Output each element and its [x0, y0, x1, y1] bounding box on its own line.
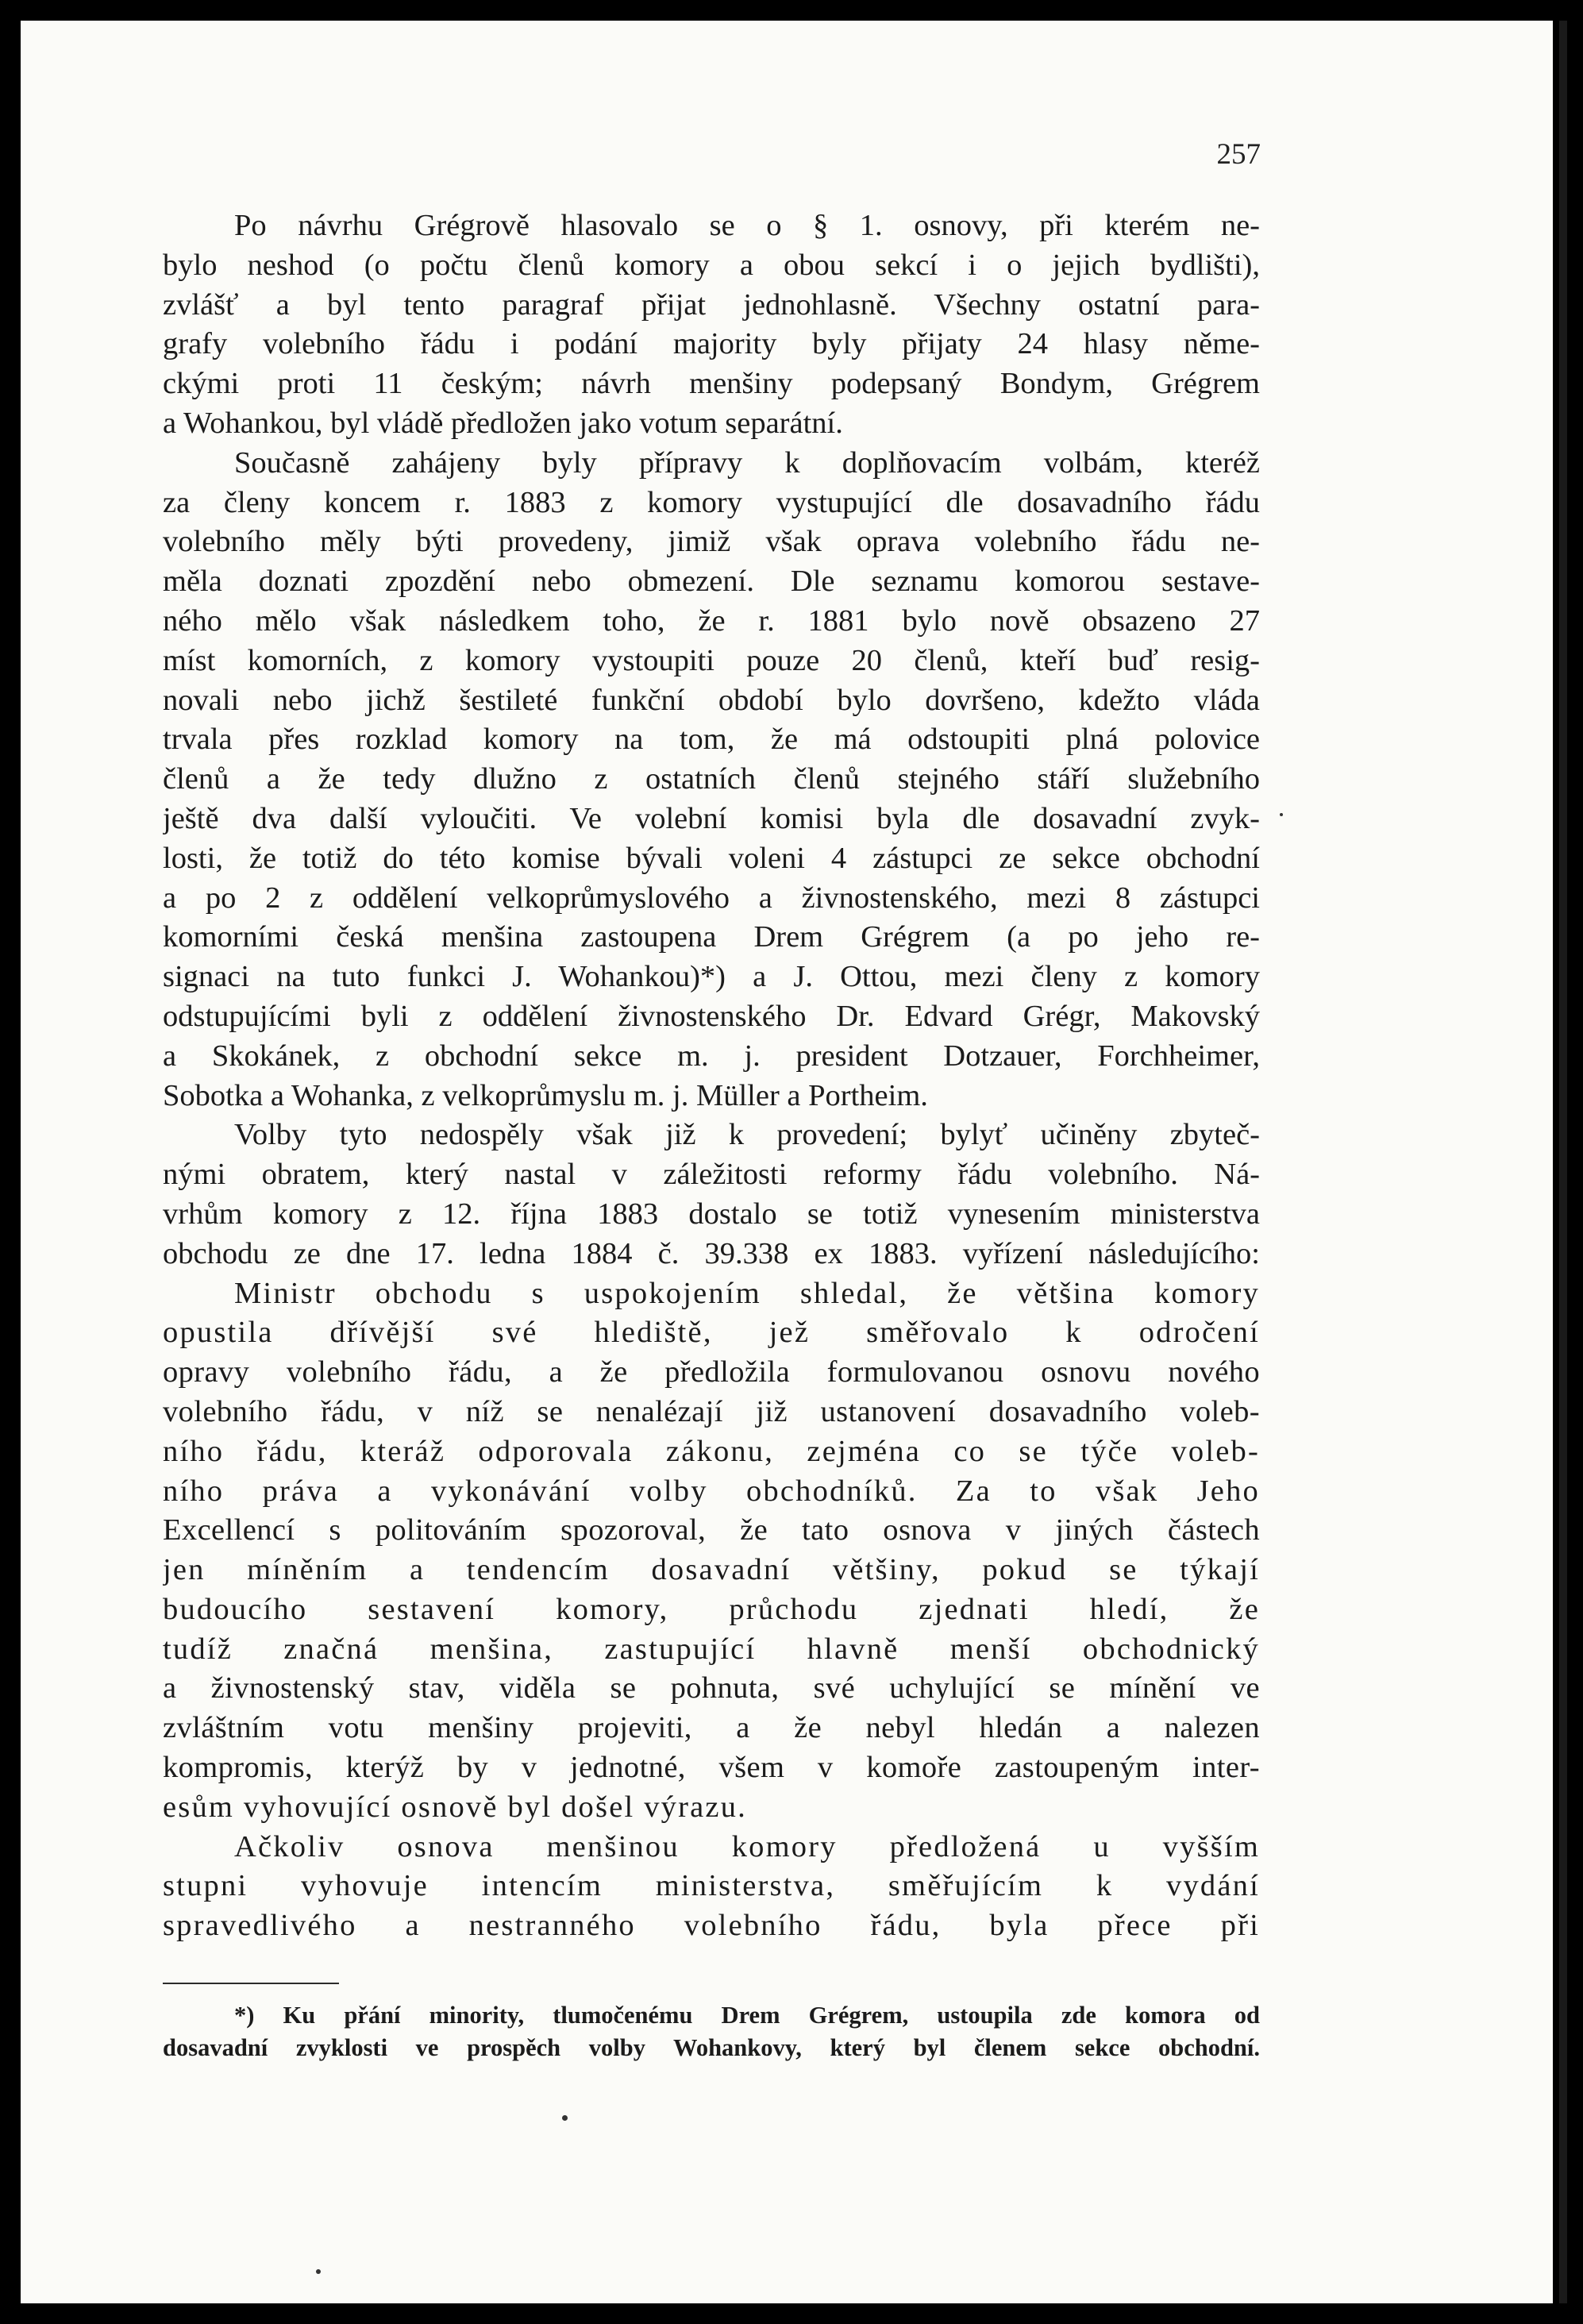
text-line: Ministr obchodu s uspokojením shledal, že většina komory [234, 1276, 1260, 1310]
text-line: za členy koncem r. 1883 z komory vystupující dle dosavadního řádu [163, 485, 1260, 519]
text-line: zvláštním votu menšiny projeviti, a že nebyl hledán a nalezen [163, 1711, 1260, 1745]
scan-speck [316, 2269, 321, 2274]
footnote [163, 1999, 1260, 2064]
text-line: ního řádu, kteráž odporovala zákonu, zejména co se týče voleb- [163, 1434, 1260, 1468]
text-line: novali nebo jichž šestileté funkční období bylo dovršeno, kdežto vláda [163, 683, 1260, 717]
text-line: Sobotka a Wohanka, z velkoprůmyslu m. j. Müller a Portheim. [163, 1078, 928, 1112]
text-line: Po návrhu Grégrově hlasovalo se o § 1. osnovy, při kterém ne- [234, 209, 1260, 242]
text-line: tudíž značná menšina, zastupující hlavně menší obchodnický [163, 1632, 1260, 1666]
text-line: spravedlivého a nestranného volebního řádu, byla přece při [163, 1909, 1260, 1943]
text-line: a po 2 z oddělení velkoprůmyslového a živnostenského, mezi 8 zástupci [163, 881, 1260, 915]
text-line: členů a že tedy dlužno z ostatních členů stejného stáří služebního [163, 762, 1260, 796]
text-line: volebního řádu, v níž se nenalézají již ustanovení dosavadního voleb- [163, 1394, 1260, 1428]
paragraph-3 [163, 1116, 1260, 1274]
text-line: míst komorních, z komory vystoupiti pouze 20 členů, kteří buď resig- [163, 643, 1260, 677]
text-line: opustila dřívější své hlediště, jež směřovalo k odročení [163, 1316, 1260, 1350]
text-line: Excellencí s politováním spozoroval, že tato osnova v jiných částech [163, 1513, 1260, 1547]
footnote-line: *) Ku přání minority, tlumočenému Drem Grégrem, ustoupila zde komora od [234, 2002, 1260, 2029]
text-line: trvala přes rozklad komory na tom, že má odstoupiti plná polovice [163, 723, 1260, 757]
paragraph-5 [163, 1828, 1260, 1946]
text-line: Současně zahájeny byly přípravy k doplňovacím volbám, kteréž [234, 445, 1260, 480]
text-line: bylo neshod (o počtu členů komory a obou sekcí i o jejich bydlišti), [163, 248, 1260, 282]
text-line: a Skokánek, z obchodní sekce m. j. president Dotzauer, Forchheimer, [163, 1039, 1260, 1073]
text-line: komorními česká menšina zastoupena Drem Grégrem (a po jeho re- [163, 920, 1260, 954]
text-line: zvlášť a byl tento paragraf přijat jednohlasně. Všechny ostatní para- [163, 287, 1260, 322]
text-line: Ačkoliv osnova menšinou komory předložená u vyšším [234, 1829, 1260, 1863]
scan-speck [1280, 813, 1283, 816]
text-line: signaci na tuto funkci J. Wohankou)*) a J. Ottou, mezi členy z komory [163, 960, 1260, 994]
text-line: a živnostenský stav, viděla se pohnuta, své uchylující se mínění ve [163, 1671, 1260, 1705]
text-line: ního práva a vykonávání volby obchodníků. Za to však Jeho [163, 1474, 1260, 1508]
text-line: losti, že totiž do této komise bývali voleni 4 zástupci ze sekce obchodní [163, 841, 1260, 875]
paragraph-1 [163, 206, 1260, 444]
text-line: volebního měly býti provedeny, jimiž však oprava volebního řádu ne- [163, 525, 1260, 559]
text-line: budoucího sestavení komory, průchodu zjednati hledí, že [163, 1592, 1260, 1626]
text-line: kompromis, kterýž by v jednotné, všem v komoře zastoupeným inter- [163, 1751, 1260, 1785]
text-line: esům vyhovující osnově byl došel výrazu. [163, 1790, 747, 1824]
text-line: obchodu ze dne 17. ledna 1884 č. 39.338 ex 1883. vyřízení následujícího: [163, 1236, 1260, 1270]
text-line: ckými proti 11 českým; návrh menšiny podepsaný Bondym, Grégrem [163, 367, 1260, 401]
text-line: měla doznati zpozdění nebo obmezení. Dle seznamu komorou sestave- [163, 565, 1260, 599]
footnote-divider [163, 1983, 339, 1984]
text-line: stupni vyhovuje intencím ministerstva, směřujícím k vydání [163, 1869, 1260, 1903]
text-line: nými obratem, který nastal v záležitosti reformy řádu volebního. Ná- [163, 1158, 1260, 1192]
page-number: 257 [1216, 138, 1261, 171]
scan-speck [562, 2115, 568, 2121]
text-line: odstupujícími byli z oddělení živnostenského Dr. Edvard Grégr, Makovský [163, 999, 1260, 1033]
footnote-line: dosavadní zvyklosti ve prospěch volby Wohankovy, který byl členem sekce obchodní. [163, 2034, 1260, 2061]
text-line: ného mělo však následkem toho, že r. 1881 bylo nově obsazeno 27 [163, 603, 1260, 638]
text-line: vrhům komory z 12. října 1883 dostalo se totiž vynesením ministerstva [163, 1197, 1260, 1231]
text-line: a Wohankou, byl vládě předložen jako votum separátní. [163, 406, 843, 440]
text-line: opravy volebního řádu, a že předložila formulovanou osnovu nového [163, 1355, 1260, 1389]
text-line: grafy volebního řádu i podání majority byly přijaty 24 hlasy něme- [163, 327, 1260, 361]
text-line: Volby tyto nedospěly však již k provedení; bylyť učiněny zbyteč- [234, 1118, 1260, 1152]
paragraph-2 [163, 444, 1260, 1116]
main-text [163, 206, 1260, 1946]
quoted-decree [163, 1274, 1260, 1828]
text-line: jen míněním a tendencím dosavadní většiny, pokud se týkají [163, 1553, 1260, 1587]
page-edge-shadow [1559, 21, 1567, 2303]
text-line: ještě dva další vyloučiti. Ve volební komisi byla dle dosavadní zvyk- [163, 801, 1260, 835]
